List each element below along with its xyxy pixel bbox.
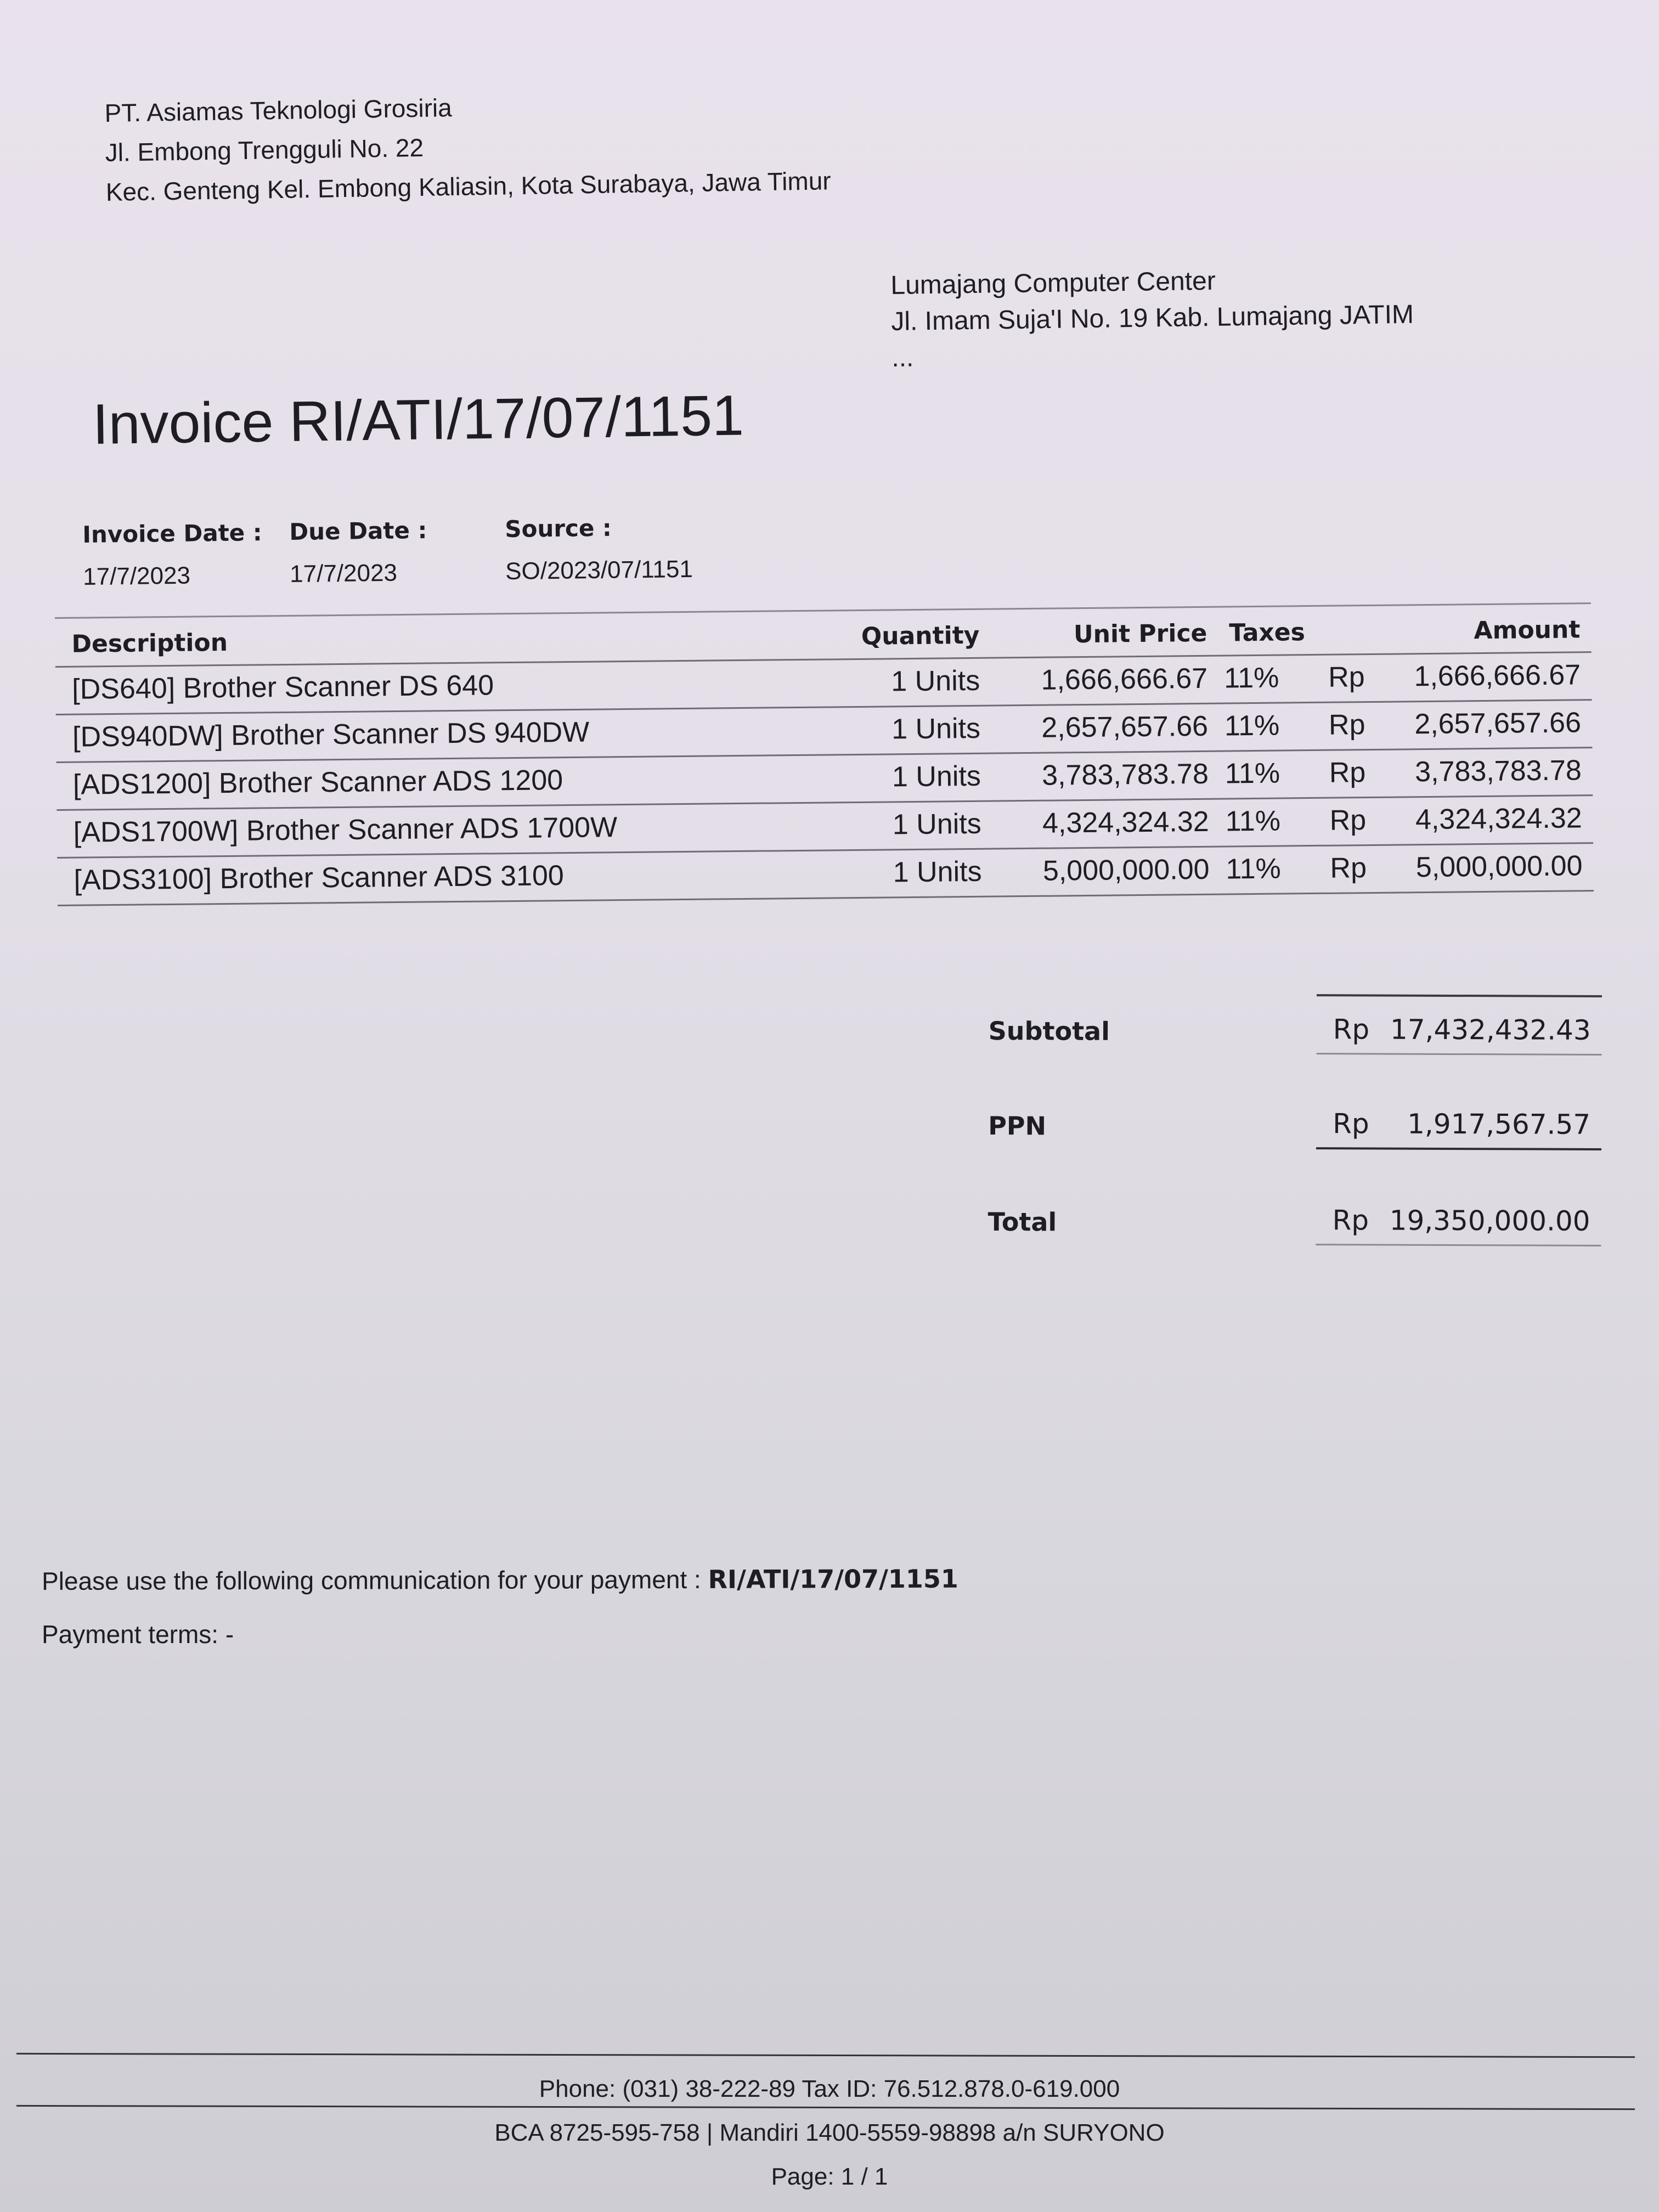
item-amount: 1,666,666.67: [1414, 659, 1581, 693]
item-amount: 3,783,783.78: [1414, 754, 1582, 788]
item-currency: Rp: [1329, 757, 1366, 789]
item-amount: 2,657,657.66: [1414, 707, 1582, 741]
ppn-value: 1,917,567.57: [1407, 1108, 1591, 1141]
invoice-date-label: Invoice Date :: [82, 519, 262, 548]
ppn-amount-box: [1316, 1098, 1601, 1150]
item-description: [ADS1200] Brother Scanner ADS 1200: [72, 764, 563, 801]
subtotal-label: Subtotal: [988, 1016, 1110, 1046]
column-header-taxes: Taxes: [1229, 618, 1306, 647]
payment-communication: [42, 1564, 958, 1596]
footer-rule-top: [16, 2053, 1635, 2058]
column-header-quantity: Quantity: [861, 621, 980, 651]
subtotal-row: [982, 998, 1607, 1056]
subtotal-currency: Rp: [1333, 1013, 1370, 1046]
due-date-label: Due Date :: [289, 516, 427, 545]
ppn-label: PPN: [988, 1111, 1047, 1141]
due-date-value: 17/7/2023: [289, 559, 398, 588]
sender-address-block: [104, 82, 831, 212]
item-currency: Rp: [1329, 804, 1367, 837]
payment-terms: Payment terms: -: [42, 1620, 234, 1649]
item-description: [ADS1700W] Brother Scanner ADS 1700W: [73, 811, 618, 849]
recipient-name: Lumajang Computer Center: [890, 266, 1216, 300]
item-description: [DS940DW] Brother Scanner DS 940DW: [72, 716, 590, 753]
due-date-field: [289, 517, 428, 588]
footer-contact: Phone: (031) 38-222-89 Tax ID: 76.512.878.0-619.000: [539, 2075, 1120, 2102]
item-taxes: 11%: [1224, 709, 1280, 742]
invoice-title: Invoice RI/ATI/17/07/1151: [92, 383, 744, 456]
footer-bank-accounts: BCA 8725-595-758 | Mandiri 1400-5559-98898 a/n SURYONO: [494, 2119, 1165, 2146]
sender-street: Jl. Embong Trengguli No. 22: [105, 133, 424, 167]
item-unit-price: 1,666,666.67: [1041, 662, 1208, 696]
line-items-table: [55, 602, 1594, 906]
item-taxes: 11%: [1225, 805, 1281, 838]
payment-reference: RI/ATI/17/07/1151: [708, 1564, 958, 1594]
source-label: Source :: [505, 514, 612, 543]
invoice-date-value: 17/7/2023: [82, 562, 191, 590]
item-quantity: 1 Units: [892, 808, 981, 841]
item-unit-price: 5,000,000.00: [1042, 853, 1210, 887]
item-taxes: 11%: [1226, 853, 1282, 885]
sender-district: Kec. Genteng Kel. Embong Kaliasin, Kota Surabaya, Jawa Timur: [105, 166, 832, 206]
column-header-description: Description: [71, 628, 228, 658]
item-taxes: 11%: [1224, 757, 1280, 790]
totals-top-rule: [1317, 994, 1602, 997]
item-quantity: 1 Units: [891, 712, 981, 746]
column-header-amount: Amount: [1474, 616, 1581, 645]
footer-rule-bottom: [16, 2105, 1635, 2110]
invoice-date-field: [82, 519, 263, 591]
item-unit-price: 2,657,657.66: [1041, 710, 1209, 744]
item-unit-price: 4,324,324.32: [1042, 805, 1209, 839]
total-label: Total: [988, 1207, 1057, 1237]
recipient-address: Jl. Imam Suja'I No. 19 Kab. Lumajang JATIM: [891, 300, 1414, 336]
recipient-address-block: [890, 261, 1414, 376]
column-header-unit-price: Unit Price: [1073, 619, 1207, 649]
payment-communication-text: Please use the following communication for your payment :: [42, 1565, 708, 1595]
total-amount-box: [1316, 1194, 1601, 1246]
item-unit-price: 3,783,783.78: [1041, 758, 1209, 792]
subtotal-amount-box: [1317, 1003, 1602, 1056]
total-currency: Rp: [1332, 1204, 1369, 1237]
item-quantity: 1 Units: [893, 855, 982, 889]
item-currency: Rp: [1328, 661, 1365, 693]
item-currency: Rp: [1328, 709, 1365, 741]
source-field: [505, 514, 693, 585]
ppn-row: [981, 1093, 1607, 1150]
item-amount: 4,324,324.32: [1415, 802, 1582, 836]
item-description: [DS640] Brother Scanner DS 640: [71, 669, 494, 706]
total-value: 19,350,000.00: [1389, 1204, 1590, 1237]
source-value: SO/2023/07/1151: [505, 555, 693, 585]
item-taxes: 11%: [1223, 662, 1279, 695]
recipient-ellipsis: ...: [891, 343, 914, 373]
sender-company-name: PT. Asiamas Teknologi Grosiria: [104, 93, 453, 127]
ppn-currency: Rp: [1333, 1108, 1369, 1140]
item-quantity: 1 Units: [891, 760, 981, 793]
item-description: [ADS3100] Brother Scanner ADS 3100: [74, 860, 565, 896]
totals-block: [982, 988, 1607, 1237]
item-amount: 5,000,000.00: [1415, 850, 1583, 884]
subtotal-value: 17,432,432.43: [1390, 1013, 1591, 1046]
item-quantity: 1 Units: [891, 664, 980, 698]
total-row: [981, 1189, 1606, 1246]
page-number: Page: 1 / 1: [771, 2163, 888, 2190]
item-currency: Rp: [1330, 852, 1367, 884]
